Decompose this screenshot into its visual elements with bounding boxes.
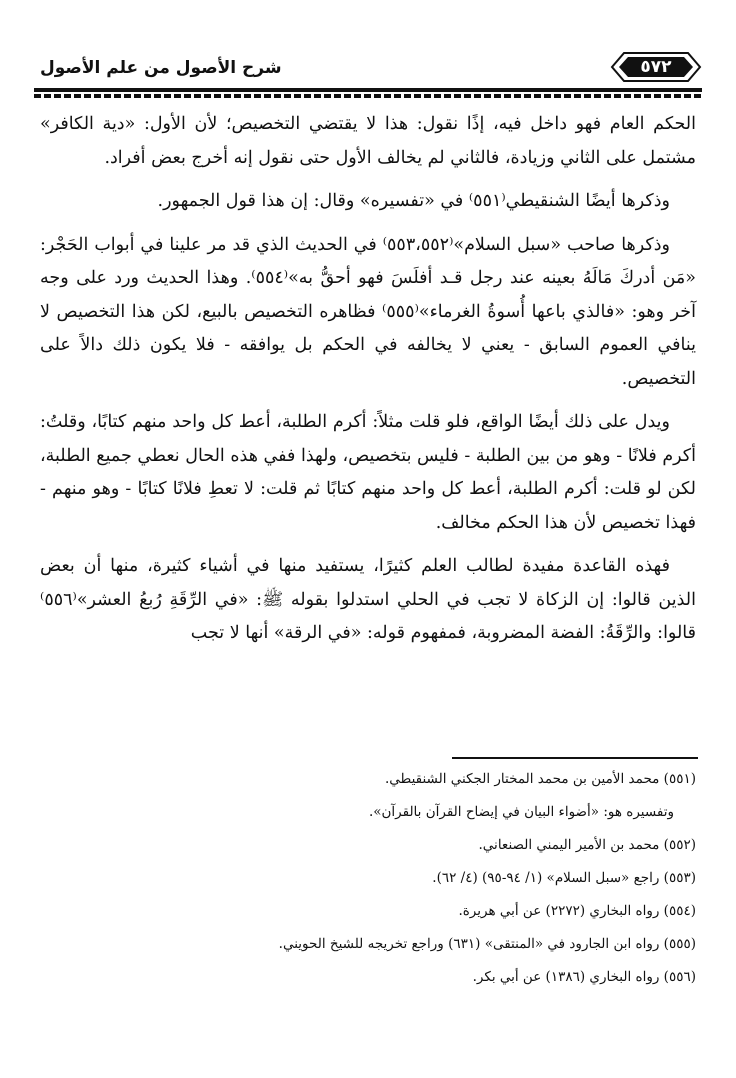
footnote: وتفسيره هو: «أضواء البيان في إيضاح القرآن بالقرآن». — [368, 804, 674, 820]
paragraph: فهذه القاعدة مفيدة لطالب العلم كثيرًا، يستفيد منها في أشياء كثيرة، منها أن بعض الذين قالوا: إن الزكاة لا تجب في الحلي استدلوا بقوله ﷺ: «في الرِّقَةِ رُبعُ العشر»⁽٥٥٦⁾ قالوا: والرِّقَةُ: الفضة المضروبة، فمفهوم قوله: «في الرقة» أنها لا تجب — [40, 556, 696, 643]
main-text — [40, 108, 696, 661]
page-header — [34, 48, 702, 88]
paragraph: وذكرها صاحب «سبل السلام»⁽٥٥٣،٥٥٢⁾ في الحديث الذي قد مر علينا في أبواب الحَجْر: «مَن أدركَ مَالَهُ بعينه عند رجل قـد أفلَسَ فهو أحقُّ به»⁽٥٥٤⁾. وهذا الحديث ورد على وجه آخر وهو: «فالذي باعها أُسوةُ الغرماء»⁽٥٥٥⁾ فظاهره التخصيص بالبيع، لكن هذا التخصيص لا ينافي العموم السابق - يعني لا يخالفه في الحكم بل يوافقه - فلا يكون ذلك دالاً على التخصيص. — [40, 234, 696, 389]
footnote: (٥٥٤) رواه البخاري (٢٢٧٢) عن أبي هريرة. — [458, 903, 696, 919]
page-number: ٥٧٢ — [640, 57, 672, 77]
header-dashed-rule — [34, 94, 702, 98]
footnotes — [40, 763, 696, 994]
footnote: (٥٥١) محمد الأمين بن محمد المختار الجكني الشنقيطي. — [384, 771, 696, 787]
footnote-separator — [452, 757, 698, 759]
paragraph: ويدل على ذلك أيضًا الواقع، فلو قلت مثلاً: أكرم الطلبة، أعط كل واحد منهم كتابًا، وقلتُ: أكرم فلانًا - وهو من بين الطلبة - فليس بتخصيص، ولهذا ففي هذه الحال نعطي جميع الطلبة، لكن لو قلت: أكرم الطلبة، أعط كل واحد منهم كتابًا ثم قلت: لا تعطِ فلانًا كتابًا - وهو منهم - فهذا تخصيص لأن هذا الحكم مخالف. — [40, 412, 696, 533]
header-rule — [34, 88, 702, 92]
footnote: (٥٥٢) محمد بن الأمير اليمني الصنعاني. — [478, 837, 696, 853]
paragraph: الحكم العام فهو داخل فيه، إذًا نقول: هذا لا يقتضي التخصيص؛ لأن الأول: «دية الكافر» مشتمل على الثاني وزيادة، فالثاني لم يخالف الأول حتى نقول إنه أخرج بعض أفراد. — [40, 114, 696, 168]
footnote: (٥٥٦) رواه البخاري (١٣٨٦) عن أبي بكر. — [472, 969, 696, 985]
book-title: شرح الأصول من علم الأصول — [40, 58, 282, 78]
paragraph: وذكرها أيضًا الشنقيطي⁽٥٥١⁾ في «تفسيره» وقال: إن هذا قول الجمهور. — [157, 191, 670, 211]
footnote: (٥٥٥) رواه ابن الجارود في «المنتقى» (٦٣١) وراجع تخريجه للشيخ الحويني. — [278, 936, 696, 952]
footnote: (٥٥٣) راجع «سبل السلام» (١/ ٩٤-٩٥) (٤/ ٦٢). — [432, 870, 696, 886]
page-number-badge — [610, 50, 702, 84]
